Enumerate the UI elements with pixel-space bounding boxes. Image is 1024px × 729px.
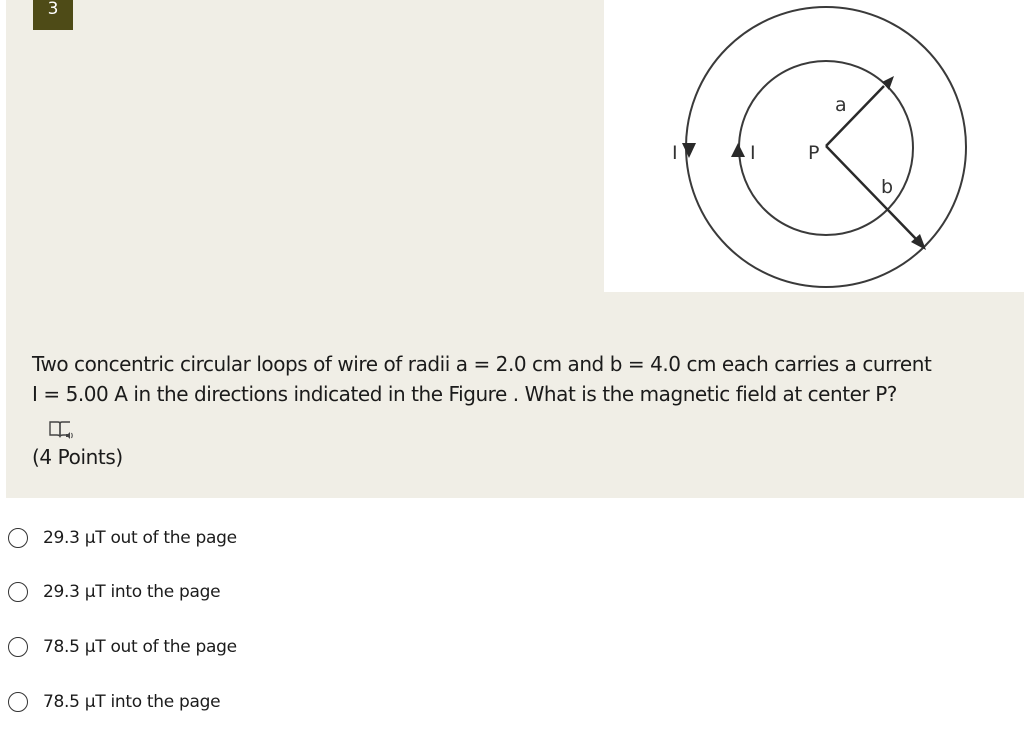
points-label: (4 Points) bbox=[32, 445, 123, 469]
option-1-label[interactable]: 29.3 μT out of the page bbox=[43, 528, 237, 548]
option-4-radio[interactable] bbox=[8, 692, 28, 712]
label-b: b bbox=[881, 176, 894, 198]
label-p: P bbox=[808, 142, 820, 164]
outer-current-arrow-down bbox=[682, 143, 696, 158]
label-a: a bbox=[835, 94, 847, 116]
option-2-radio[interactable] bbox=[8, 582, 28, 602]
question-text-line-2: I = 5.00 A in the directions indicated in the Figure . What is the magnetic field at center P? bbox=[32, 382, 897, 406]
option-4[interactable] bbox=[6, 684, 506, 724]
option-3[interactable] bbox=[6, 629, 506, 669]
question-panel bbox=[6, 0, 1024, 498]
option-3-label[interactable]: 78.5 μT out of the page bbox=[43, 637, 237, 657]
option-2-label[interactable]: 29.3 μT into the page bbox=[43, 582, 221, 602]
label-i-outer: I bbox=[672, 142, 678, 164]
option-1-radio[interactable] bbox=[8, 528, 28, 548]
question-text bbox=[32, 349, 1022, 409]
option-4-label[interactable]: 78.5 μT into the page bbox=[43, 692, 221, 712]
immersive-reader-icon bbox=[47, 418, 75, 442]
label-i-inner: I bbox=[750, 142, 756, 164]
option-1[interactable] bbox=[6, 520, 506, 560]
question-number-badge: 3 bbox=[33, 0, 73, 30]
inner-current-arrow-up bbox=[731, 143, 745, 157]
option-3-radio[interactable] bbox=[8, 637, 28, 657]
question-text-line-1: Two concentric circular loops of wire of radii a = 2.0 cm and b = 4.0 cm each carries a current bbox=[32, 352, 932, 376]
option-2[interactable] bbox=[6, 574, 506, 614]
question-figure bbox=[604, 0, 1024, 292]
radius-b-line bbox=[826, 146, 917, 240]
immersive-reader-button[interactable] bbox=[47, 418, 75, 442]
concentric-loops-diagram bbox=[604, 0, 1024, 292]
